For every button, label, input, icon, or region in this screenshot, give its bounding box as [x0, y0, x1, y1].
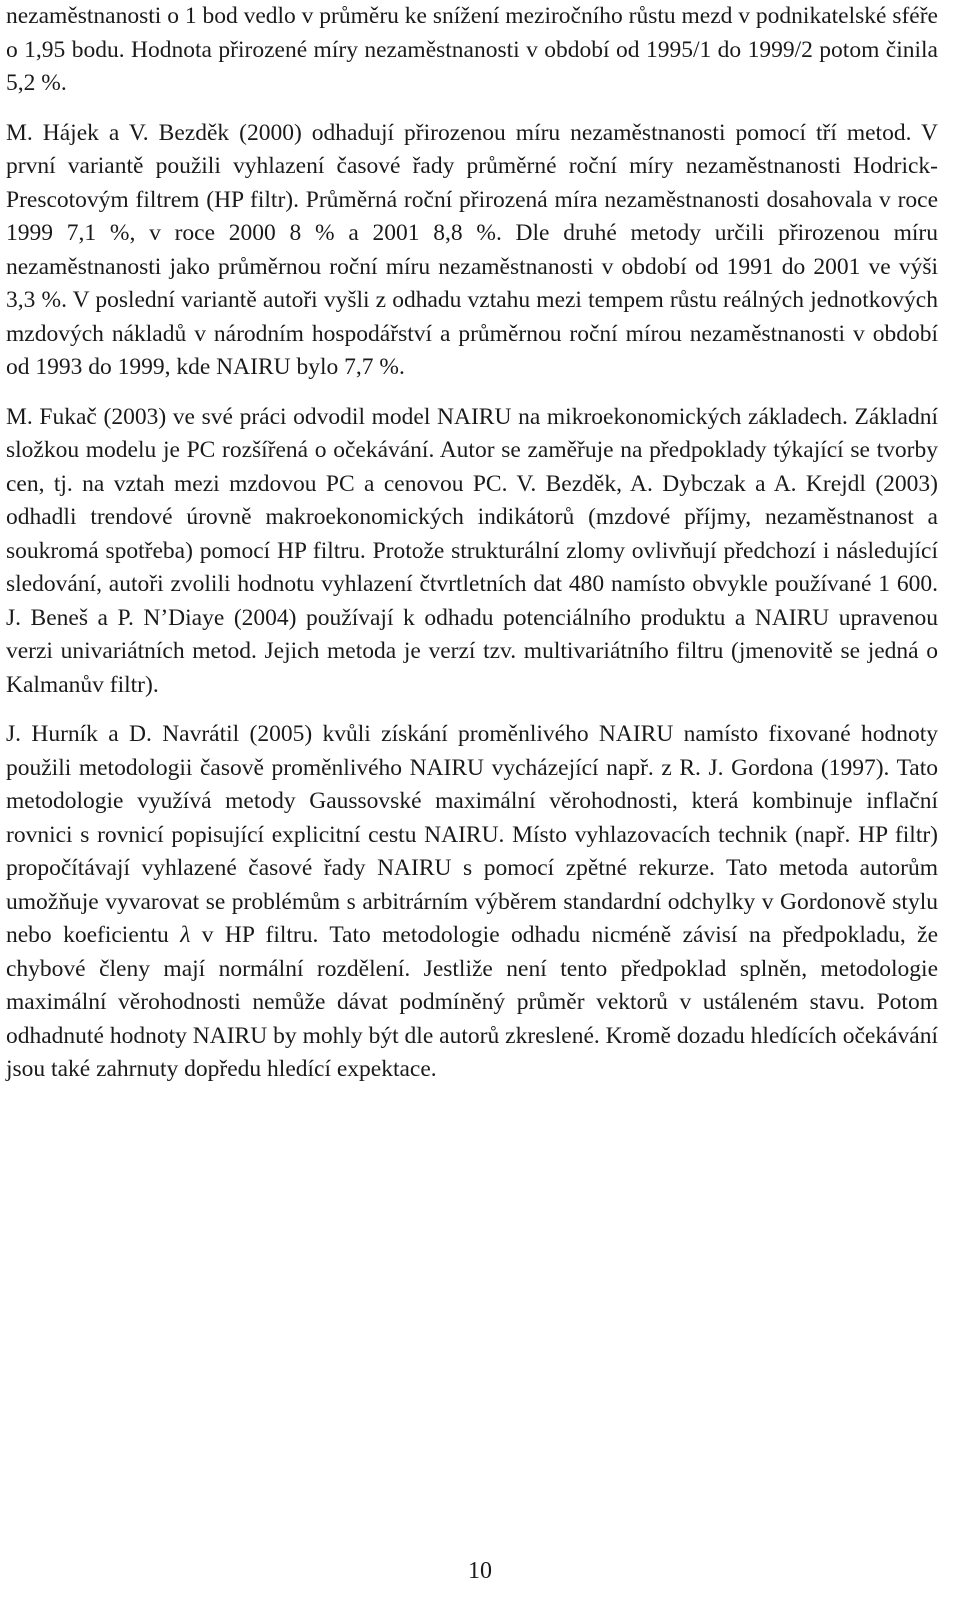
page-number: 10 [468, 1558, 492, 1584]
document-page [6, 0, 938, 1103]
paragraph-hurnik-navratil [6, 718, 938, 1087]
paragraph-hurnik-part-2: v HP filtru. Tato metodologie odhadu nicméně závisí na předpokladu, že chybové členy mají normální rozdělení. Jestliže není tento předpoklad splněn, metodologie maximální věrohodnosti nemůže dávat podmíněný průměr vektorů v ustáleném stavu. Potom odhadnuté hodnoty NAIRU by mohly být dle autorů zkreslené. Kromě dozadu hledících očekávání jsou také zahrnuty dopředu hledící expektace. [6, 922, 938, 1082]
paragraph-hajek-bezdek: M. Hájek a V. Bezděk (2000) odhadují přirozenou míru nezaměstnanosti pomocí tří metod. V první variantě použili vyhlazení časové řady průměrné roční míry nezaměstnanosti Hodrick-Prescotovým filtrem (HP filtr). Průměrná roční přirozená míra nezaměstnanosti dosahovala v roce 1999 7,1 %, v roce 2000 8 % a 2001 8,8 %. Dle druhé metody určili přirozenou míru nezaměstnanosti jako průměrnou roční míru nezaměstnanosti v období od 1991 do 2001 ve výši 3,3 %. V poslední variantě autoři vyšli z odhadu vztahu mezi tempem růstu reálných jednotkových mzdových nákladů v národním hospodářství a průměrnou roční mírou nezaměstnanosti v období od 1993 do 1999, kde NAIRU bylo 7,7 %. [6, 119, 938, 380]
lambda-symbol: λ [180, 922, 191, 948]
paragraph-fukac: M. Fukač (2003) ve své práci odvodil model NAIRU na mikroekonomických základech. Základní složkou modelu je PC rozšířená o očekávání. Autor se zaměřuje na předpoklady týkající se tvorby cen, tj. na vztah mezi mzdovou PC a cenovou PC. V. Bezděk, A. Dybczak a A. Krejdl (2003) odhadli trendové úrovně makroekonomických indikátorů (mzdové příjmy, nezaměstnanost a soukromá spotřeba) pomocí HP filtru. Protože strukturální zlomy ovlivňují předchozí i následující sledování, autoři zvolili hodnotu vyhlazení čtvrtletních dat 480 namísto obvykle používané 1 600. J. Beneš a P. N’Diaye (2004) používají k odhadu potenciálního produktu a NAIRU upravenou verzi univariátních metod. Jejich metoda je verzí tzv. multivariátního filtru (jmenovitě se jedná o Kalmanův filtr). [6, 403, 938, 698]
paragraph-unemployment-bod: nezaměstnanosti o 1 bod vedlo v průměru ke snížení meziročního růstu mezd v podnikatelské sféře o 1,95 bodu. Hodnota přirozené míry nezaměstnanosti v období od 1995/1 do 1999/2 potom činila 5,2 %. [6, 3, 938, 96]
paragraph-hurnik-part-1: J. Hurník a D. Navrátil (2005) kvůli získání proměnlivého NAIRU namísto fixované hodnoty použili metodologii časově proměnlivého NAIRU vycházející např. z R. J. Gordona (1997). Tato metodologie využívá metody Gaussovské maximální věrohodnosti, která kombinuje inflační rovnici s rovnicí popisující explicitní cestu NAIRU. Místo vyhlazovacích technik (např. HP filtr) propočítávají vyhlazené časové řady NAIRU s pomocí zpětné rekurze. Tato metoda autorům umožňuje vyvarovat se problémům s arbitrárním výběrem standardní odchylky v Gordonově stylu nebo koeficientu [6, 721, 938, 948]
